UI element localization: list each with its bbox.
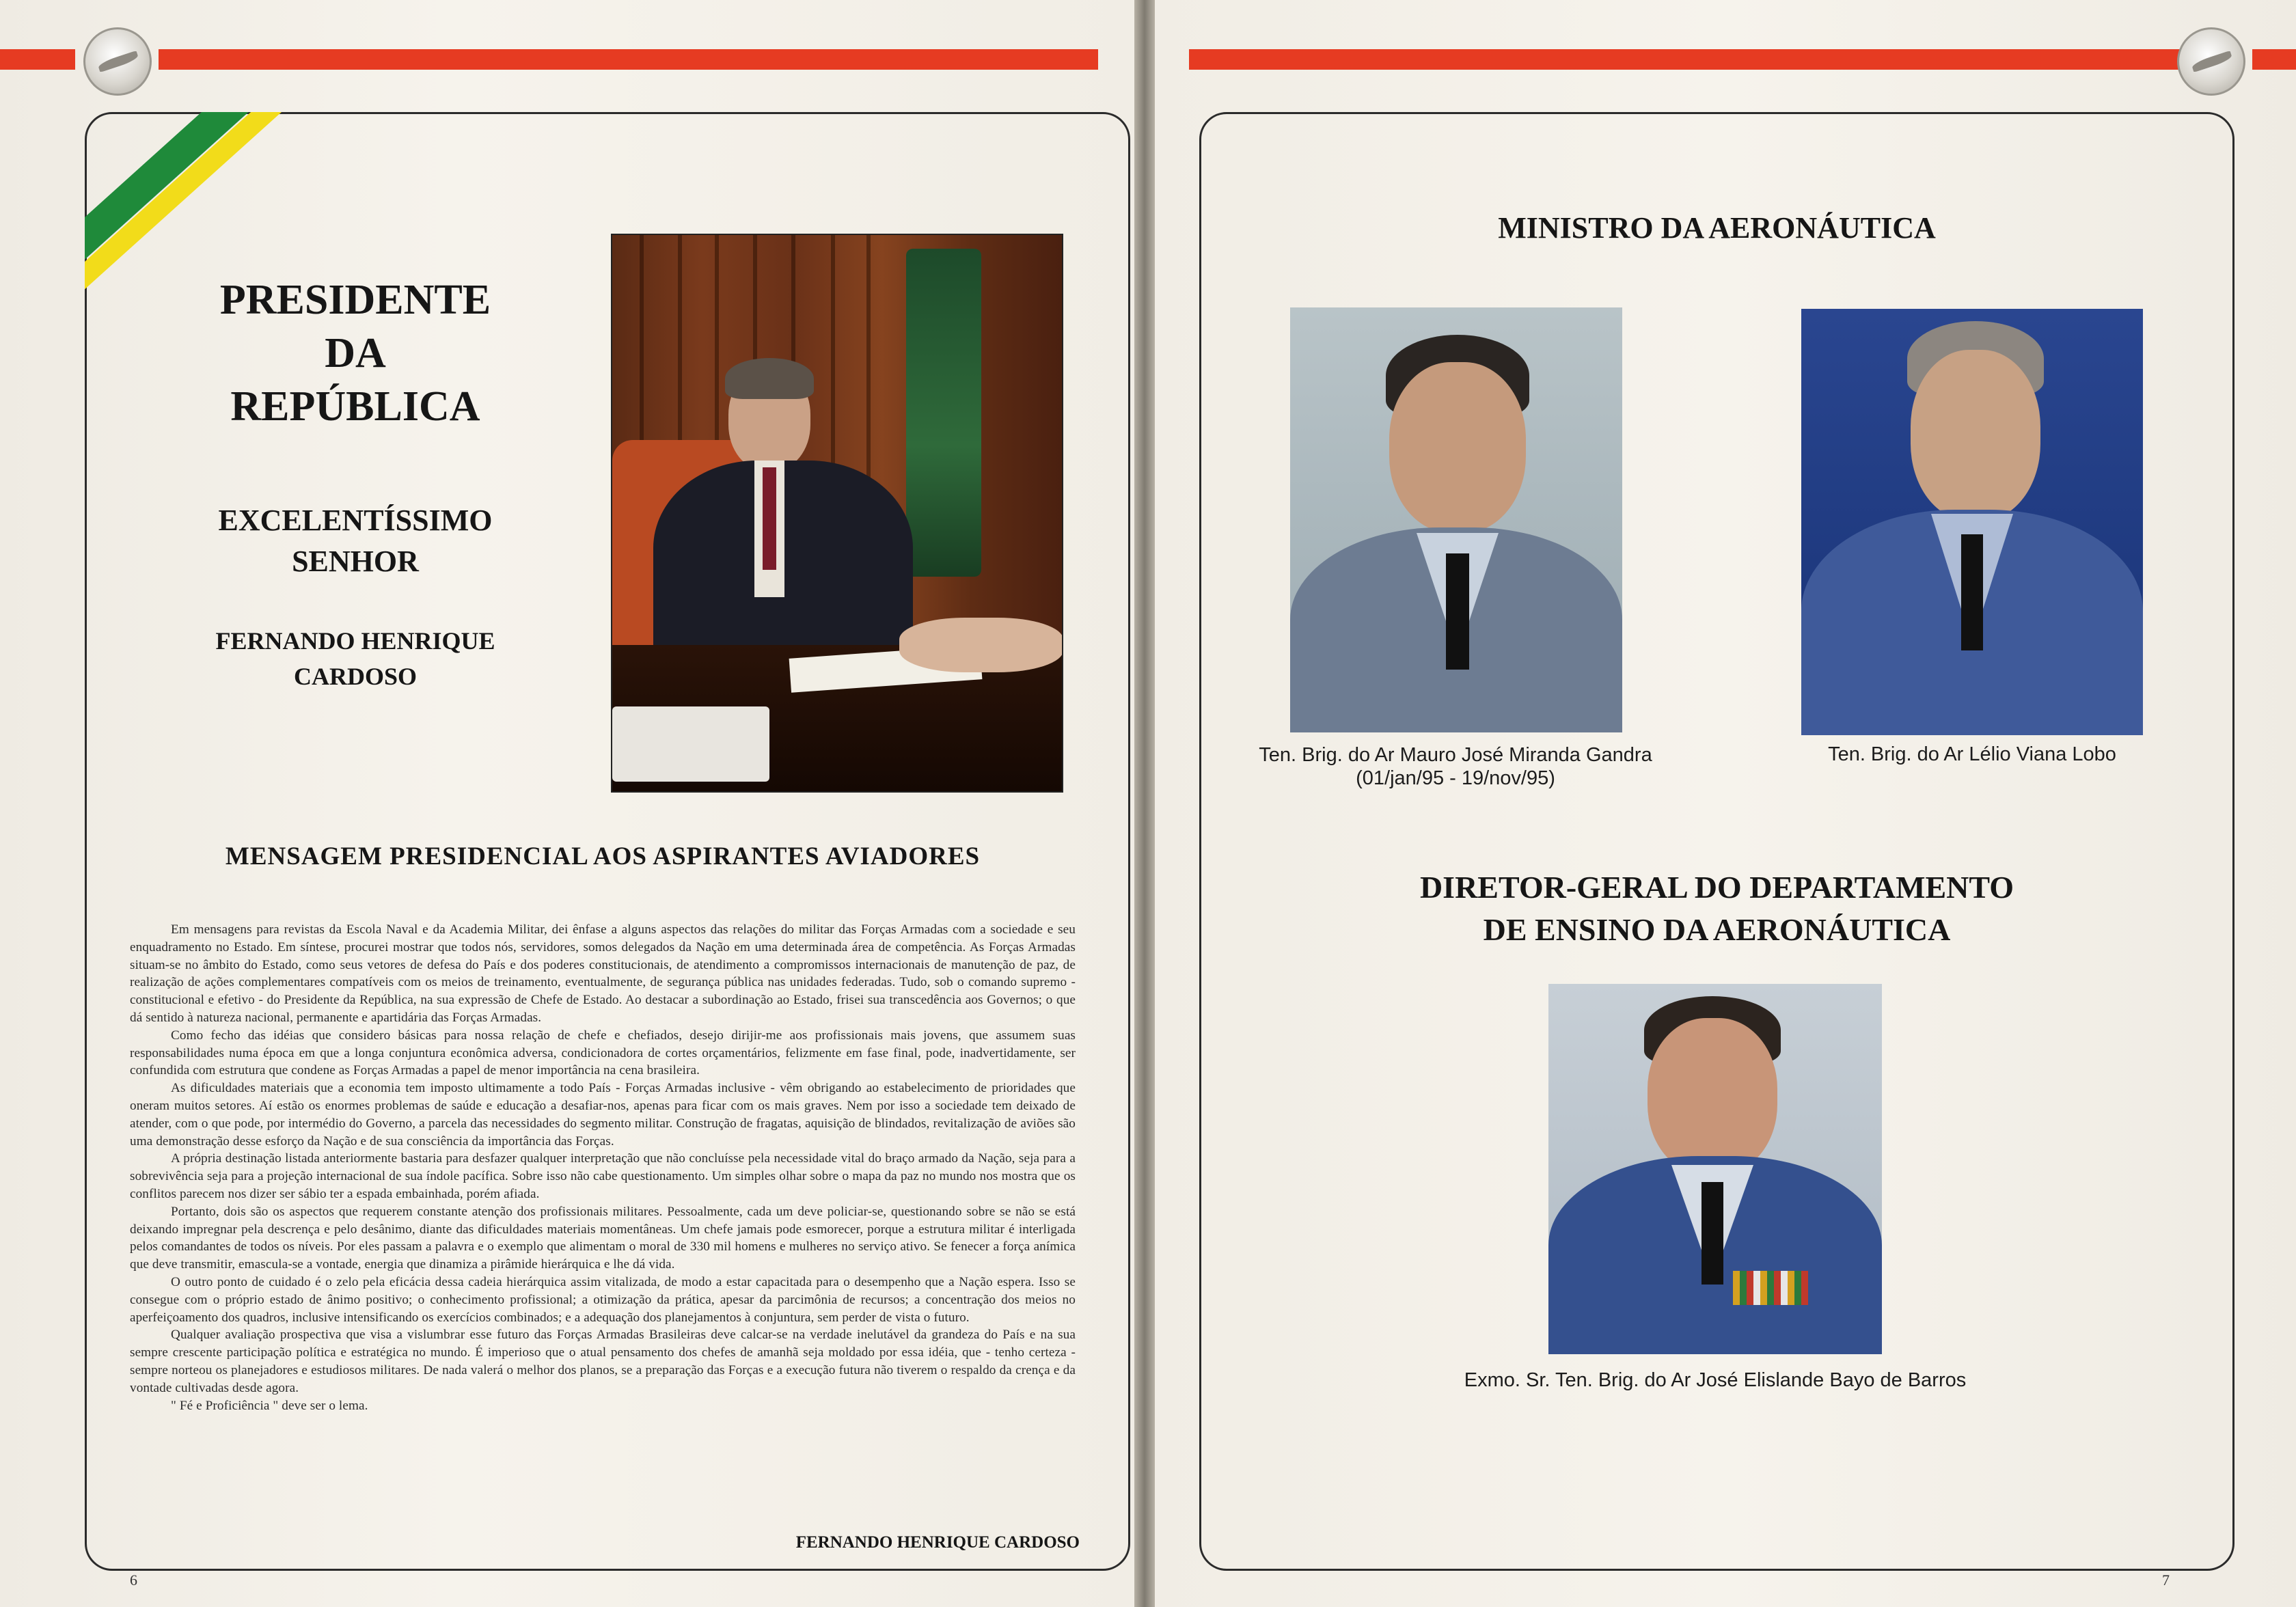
title-line: DA: [325, 330, 386, 376]
caption-line: (01/jan/95 - 19/nov/95): [1356, 767, 1555, 789]
title-line: PRESIDENTE: [219, 277, 491, 323]
document-stack: [612, 706, 769, 782]
message-body: [130, 921, 1076, 1414]
name-line: CARDOSO: [293, 663, 418, 690]
face: [1648, 1018, 1777, 1175]
face: [1911, 350, 2040, 521]
salutation-line: EXCELENTÍSSIMO: [218, 504, 493, 537]
message-paragraph: Em mensagens para revistas da Escola Naval e da Academia Militar, dei ênfase a alguns aspectos das relações do militar das Forças Armadas com a sociedade e seu enquadramento no Estado. Em síntese, procurei mostrar que todos nós, servidores, somos delegados da Nação em uma determinada área de competência. As Forças Armadas situam-se no âmbito do Estado, como seus vetores de defesa do País e dos poderes constitucionais, de atendimento a compromissos internacionais de manutenção de paz, de realização de ações complementares compatíveis com os meios de treinamento, eventualmente, de segurança pública nas unidades federadas. Tudo, sob o comando supremo - constitucional e efetivo - do Presidente da República, na sua expressão de Chefe de Estado. Ao destacar a subordinação ao Estado, frisei sua transcedência aos Governos; o que dá sentido à natureza nacional, permanente e apartidária das Forças Armadas.: [130, 922, 1076, 1025]
book-gutter: [1134, 0, 1155, 1607]
page-number: 7: [2162, 1571, 2170, 1589]
president-name-block: [157, 623, 554, 694]
header-red-bar: [1189, 49, 2190, 70]
message-paragraph: Portanto, dois são os aspectos que requerem constante atenção dos profissionais militares. Pessoalmente, cada um deve policiar-se, questionando sobre se não se está deixando impregnar pela descrença e pelo desânimo, diante das dificuldades materiais momentâneas. Um chefe jamais pode esmorecer, porque a estrutura militar é interligada pelos comandantes de todos os níveis. Por eles passam a palavra e o exemplo que alimentam o moral de 330 mil homens e mulheres no serviço ativo. Se fenecer a força anímica que deve transmitir, emascula-se a vontade, energia que dinamiza a pirâmide hierárquica e lhe dá vida.: [130, 1204, 1076, 1272]
header-red-bar: [159, 49, 1098, 70]
message-paragraph: Como fecho das idéias que considero básicas para nossa relação de chefe e chefiados, desejo dirijir-me aos profissionais mais jovens, que assumem suas responsabilidades numa época em que a longa conjuntura econômica adversa, condicionadora de cortes orçamentários, felizmente em fase final, pode, inadvertidamente, ser confundida com estrutura que condene as Forças Armadas a papel de menor importância na cena brasileira.: [130, 1028, 1076, 1078]
signature: FERNANDO HENRIQUE CARDOSO: [795, 1533, 1080, 1552]
header-red-bar-right-stub: [2252, 49, 2296, 70]
minister-heading: MINISTRO DA AERONÁUTICA: [1498, 211, 1936, 245]
message-paragraph: O outro ponto de cuidado é o zelo pela eficácia dessa cadeia hierárquica assim vitalizada, de modo a estar capacitada para o desempenho que a Nação espera. Isso se consegue com o próprio estado de ânimo positivo; o conhecimento profissional; a otimização da prática, apesar da parcimônia de recursos; a concentração dos meios no aperfeiçoamento dos quadros, inclusive intensificando os exercícios combinados; e a adequação dos planejamentos à conjuntura, sem perder de vista o futuro.: [130, 1274, 1076, 1325]
minister-1-caption: [1237, 743, 1674, 790]
salutation-line: SENHOR: [292, 545, 419, 578]
tie: [1446, 553, 1469, 670]
message-paragraph: Qualquer avaliação prospectiva que visa a vislumbrar esse futuro das Forças Armadas Brasileiras deve calcar-se na verdade inelutável da grandeza do País e na sua sempre crescente participação política e estratégica no mundo. É imperioso que o atual pensamento dos chefes de amanhã seja moldado por essa idéia, que - tenho certeza - sempre norteou os planejadores e estudiosos militares. De nada valerá o melhor dos planos, se a preparação das Forças e a execução futura não tiverem o respaldo da crença e da vontade cultivadas desde agora.: [130, 1328, 1076, 1395]
ribbon-bars: [1733, 1271, 1808, 1305]
message-paragraph: A própria destinação listada anteriormente bastaria para desfazer qualquer interpretação que não concluísse pela necessidade vital do braço armado da Nação, seja para a sobrevivência seja para a projeção internacional de sua índole pacífica. Sobre isso não cabe questionamento. Um simples olhar sobre o mapa da paz no mundo nos mostra que os conflitos parecem nos dizer ser sábio ter a espada embainhada, porém afiada.: [130, 1151, 1076, 1201]
page-number: 6: [130, 1571, 137, 1589]
minister-1-photo: [1290, 307, 1622, 732]
heading-line: DIRETOR-GERAL DO DEPARTAMENTO: [1419, 870, 2014, 905]
tie: [1702, 1182, 1723, 1285]
header-red-bar-left-stub: [0, 49, 75, 70]
title-block: [157, 273, 554, 433]
air-force-emblem-icon: [2177, 27, 2245, 96]
president-photo: [611, 234, 1063, 793]
salutation-block: [157, 500, 554, 582]
air-force-emblem-icon: [83, 27, 152, 96]
minister-2-caption: Ten. Brig. do Ar Lélio Viana Lobo: [1828, 743, 2116, 765]
director-heading: [1199, 866, 2234, 951]
caption-line: Ten. Brig. do Ar Mauro José Miranda Gandra: [1259, 744, 1652, 766]
message-title: MENSAGEM PRESIDENCIAL AOS ASPIRANTES AVIADORES: [225, 842, 981, 870]
president-hair: [725, 358, 814, 399]
tie: [1961, 534, 1983, 650]
director-photo: [1548, 984, 1882, 1354]
name-line: FERNANDO HENRIQUE: [215, 627, 495, 655]
right-page: [1155, 0, 2296, 1607]
director-caption: Exmo. Sr. Ten. Brig. do Ar José Elislande Bayo de Barros: [1464, 1369, 1967, 1391]
left-page: [0, 0, 1134, 1607]
title-line: REPÚBLICA: [230, 383, 480, 430]
president-hands: [899, 618, 1063, 672]
heading-line: DE ENSINO DA AERONÁUTICA: [1483, 912, 1951, 947]
face: [1389, 362, 1526, 533]
flag-banner: [906, 249, 981, 577]
president-tie: [763, 467, 776, 570]
minister-2-photo: [1801, 309, 2143, 735]
message-paragraph: " Fé e Proficiência " deve ser o lema.: [171, 1398, 368, 1413]
message-paragraph: As dificuldades materiais que a economia tem imposto ultimamente a todo País - Forças Armadas inclusive - vêm obrigando ao estabelecimento de prioridades que oneram muitos setores. Aí estão os enormes problemas de saúde e educação a desafiar-nos, apenas para ficar com os mais graves. Nem por isso a sociedade tem deixado de atender, com o que pode, por intermédio do Governo, a parcela das necessidades do segmento militar. Construção de fragatas, aquisição de blindados, revitalização de aviões são uma demonstração desse esforço da Nação e de sua consciência da importância das Forças.: [130, 1081, 1076, 1149]
